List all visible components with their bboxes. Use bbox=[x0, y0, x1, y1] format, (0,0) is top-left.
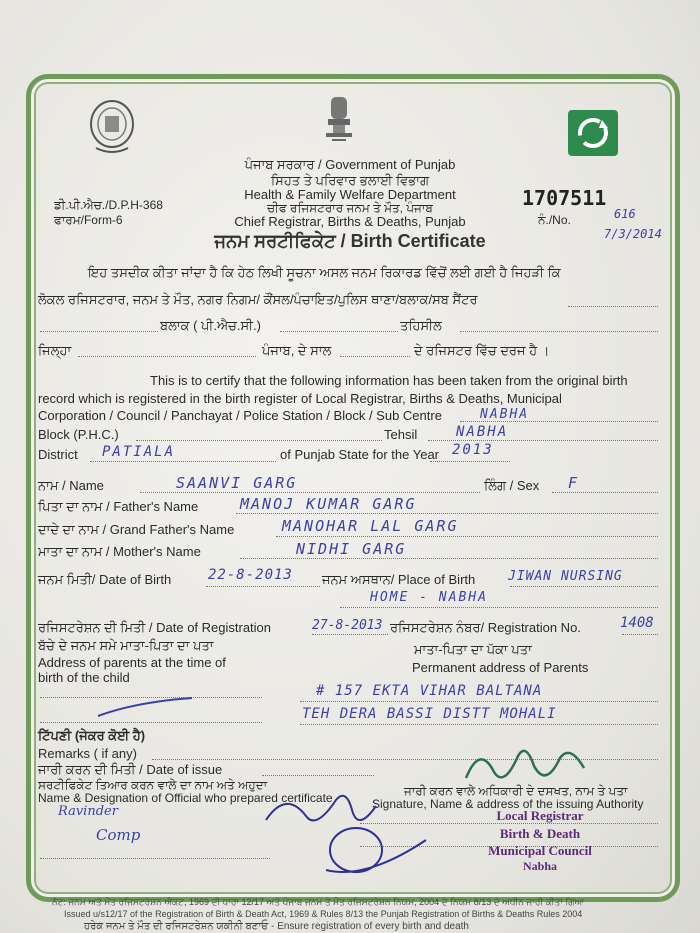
stamp-line3: Municipal Council bbox=[488, 843, 592, 858]
grandfather-name-value: MANOHAR LAL GARG bbox=[282, 517, 459, 535]
punjabi-register-label: ਦੇ ਰਜਿਸਟਰ ਵਿੱਚ ਦਰਜ ਹੈ । bbox=[414, 343, 550, 358]
number-label: ਨੰ./No. bbox=[538, 213, 571, 227]
dob-value: 22-8-2013 bbox=[208, 567, 293, 583]
remarks-punjabi: ਟਿੱਪਣੀ (ਜੇਕਰ ਕੋਈ ਹੈ) bbox=[38, 728, 146, 743]
official-signature-icon bbox=[256, 780, 436, 890]
pob-value-line2: HOME - NABHA bbox=[370, 590, 488, 605]
sub-centre-value: NABHA bbox=[480, 407, 530, 422]
father-name-value: MANOJ KUMAR GARG bbox=[240, 495, 417, 513]
block-label: Block (P.H.C.) bbox=[38, 427, 119, 442]
green-logo-icon bbox=[568, 110, 618, 156]
mother-name-value: NIDHI GARG bbox=[296, 540, 407, 558]
perm-address-value2: TEH DERA BASSI DISTT MOHALI bbox=[302, 706, 557, 722]
address-birth-english1: Address of parents at the time of bbox=[38, 655, 226, 670]
stamp-line1: Local Registrar bbox=[496, 808, 584, 823]
registration-no-value: 1408 bbox=[620, 615, 654, 631]
punjabi-intro-line2: ਲੋਕਲ ਰਜਿਸਟਰਾਰ, ਜਨਮ ਤੇ ਮੌਤ, ਨਗਰ ਨਿਗਮ/ ਕੌਂਸਲ/ਪੰਚਾਇਤ/ਪੁਲਿਸ ਥਾਣਾ/ਬਲਾਕ/ਸਬ ਸੈਂਟਰ bbox=[38, 292, 478, 307]
mother-label: ਮਾਤਾ ਦਾ ਨਾਮ / Mother's Name bbox=[38, 544, 201, 559]
registrar-signature-icon bbox=[460, 738, 590, 794]
date-registration-label: ਰਜਿਸਟਰੇਸ਼ਨ ਦੀ ਮਿਤੀ / Date of Registration bbox=[38, 620, 272, 635]
sex-label: ਲਿੰਗ / Sex bbox=[484, 478, 540, 493]
certificate-number: 1707511 bbox=[522, 186, 607, 210]
stamp-line2: Birth & Death bbox=[499, 826, 581, 841]
dob-label: ਜਨਮ ਮਿਤੀ/ Date of Birth bbox=[38, 572, 172, 587]
punjabi-tehsil-label: ਤਹਿਸੀਲ bbox=[400, 318, 442, 333]
district-value: PATIALA bbox=[102, 444, 176, 460]
footer-note-english: Issued u/s12/17 of the Registration of Birth & Death Act, 1969 & Rules 8/13 the Punjab Registration of Births & Deaths Rules 2004 bbox=[64, 909, 583, 919]
form-number: ਫਾਰਮ/Form-6 bbox=[54, 213, 123, 227]
pob-value-line1: JIWAN NURSING bbox=[508, 569, 623, 584]
child-name-value: SAANVI GARG bbox=[176, 474, 298, 492]
grandfather-label: ਦਾਦੇ ਦਾ ਨਾਮ / Grand Father's Name bbox=[38, 522, 235, 537]
punjabi-year-label: ਪੰਜਾਬ, ਦੇ ਸਾਲ bbox=[262, 343, 332, 358]
punjabi-block-label: ਬਲਾਕ ( ਪੀ.ਐਚ.ਸੀ.) bbox=[160, 318, 261, 333]
perm-address-punjabi: ਮਾਤਾ-ਪਿਤਾ ਦਾ ਪੱਕਾ ਪਤਾ bbox=[414, 642, 532, 657]
ashoka-emblem-icon bbox=[322, 93, 356, 145]
date-of-issue-label: ਜਾਰੀ ਕਰਨ ਦੀ ਮਿਤੀ / Date of issue bbox=[38, 762, 223, 777]
pen-stroke-mark bbox=[96, 696, 196, 720]
punjabi-district-label: ਜਿਲ੍ਹਾ bbox=[38, 343, 72, 358]
pob-label: ਜਨਮ ਅਸਥਾਨ/ Place of Birth bbox=[322, 572, 476, 587]
prepared-by-english: Name & Designation of Official who prepared certificate bbox=[38, 791, 333, 805]
preparer-note: Comp bbox=[96, 826, 141, 844]
tehsil-label: Tehsil bbox=[384, 427, 418, 442]
prepared-by-punjabi: ਸਰਟੀਫਿਕੇਟ ਤਿਆਰ ਕਰਨ ਵਾਲੇ ਦਾ ਨਾਮ ਅਤੇ ਅਹੁਦਾ bbox=[38, 778, 268, 792]
state-year-label: of Punjab State for the Year bbox=[280, 447, 440, 462]
handwritten-issue-date: 7/3/2014 bbox=[604, 227, 662, 241]
perm-address-value1: # 157 EKTA VIHAR BALTANA bbox=[316, 683, 543, 699]
english-intro-line2: record which is registered in the birth register of Local Registrar, Births & Deaths, Municipal bbox=[38, 391, 562, 406]
remarks-english: Remarks ( if any) bbox=[38, 746, 137, 761]
date-registration-value: 27-8-2013 bbox=[312, 618, 383, 633]
dept-english: Health & Family Welfare Department bbox=[244, 187, 456, 202]
registration-no-label: ਰਜਿਸਟਰੇਸ਼ਨ ਨੰਬਰ/ Registration No. bbox=[390, 620, 581, 635]
name-label: ਨਾਮ / Name bbox=[38, 478, 104, 493]
preparer-initials: Ravinder bbox=[58, 804, 118, 819]
footer-ensure: ਹਰੇਕ ਜਨਮ ਤੇ ਮੌਤ ਦੀ ਰਜਿਸਟਰੇਸ਼ਨ ਯਕੀਨੀ ਬਣਾਓ - Ensure registration of every birth and death bbox=[84, 921, 469, 932]
issuing-authority-english: Signature, Name & address of the issuing Authority bbox=[372, 797, 644, 811]
form-code: ਡੀ.ਪੀ.ਐਚ./D.P.H-368 bbox=[54, 198, 163, 212]
father-label: ਪਿਤਾ ਦਾ ਨਾਮ / Father's Name bbox=[38, 499, 199, 514]
footer-note-punjabi: ਨੋਟ: ਜਨਮ ਅਤੇ ਮੌਤ ਰਜਿਸਟਰੇਸ਼ਨ ਐਕਟ, 1969 ਦੀ ਧਾਰਾ 12/17 ਅਤੇ ਪੰਜਾਬ ਜਨਮ ਤੇ ਮੌਤ ਰਜਿਸਟਰੇਸ਼ਨ ਨਿਯਮ, 2004 ਦੇ ਨਿਯਮ 8/13 ਦੇ ਅਧੀਨ ਜਾਰੀ ਕੀਤਾ ਗਿਆ bbox=[52, 897, 585, 907]
english-intro-line1: This is to certify that the following information has been taken from the original birth bbox=[150, 373, 628, 388]
handwritten-serial: 616 bbox=[614, 207, 636, 221]
punjabi-intro-line1: ਇਹ ਤਸਦੀਕ ਕੀਤਾ ਜਾਂਦਾ ਹੈ ਕਿ ਹੇਠ ਲਿਖੀ ਸੂਚਨਾ ਅਸਲ ਜਨਮ ਰਿਕਾਰਡ ਵਿੱਚੋਂ ਲਈ ਗਈ ਹੈ ਜਿਹੜੀ ਕਿ bbox=[88, 265, 561, 280]
certificate-title: ਜਨਮ ਸਰਟੀਫਿਕੇਟ / Birth Certificate bbox=[214, 231, 486, 251]
registrar-english: Chief Registrar, Births & Deaths, Punjab bbox=[234, 214, 466, 229]
dept-punjabi: ਸਿਹਤ ਤੇ ਪਰਿਵਾਰ ਭਲਾਈ ਵਿਭਾਗ bbox=[270, 173, 430, 188]
address-birth-punjabi: ਬੱਚੇ ਦੇ ਜਨਮ ਸਮੇ ਮਾਤਾ-ਪਿਤਾ ਦਾ ਪਤਾ bbox=[38, 638, 214, 653]
issuing-authority-punjabi: ਜਾਰੀ ਕਰਨ ਵਾਲੇ ਅਧਿਕਾਰੀ ਦੇ ਦਸਖਤ, ਨਾਮ ਤੇ ਪਤਾ bbox=[404, 784, 628, 798]
sex-value: F bbox=[568, 474, 580, 492]
govt-line: ਪੰਜਾਬ ਸਰਕਾਰ / Government of Punjab bbox=[244, 157, 456, 172]
registrar-punjabi: ਚੀਫ ਰਜਿਸਟਰਾਰ ਜਨਮ ਤੇ ਮੌਤ, ਪੰਜਾਬ bbox=[267, 201, 433, 215]
year-value: 2013 bbox=[452, 442, 494, 458]
english-intro-line3: Corporation / Council / Panchayat / Police Station / Block / Sub Centre bbox=[38, 408, 442, 423]
punjab-seal-icon bbox=[88, 98, 136, 156]
stamp-line4: Nabha bbox=[522, 859, 557, 873]
tehsil-value: NABHA bbox=[456, 424, 509, 440]
district-label: District bbox=[38, 447, 78, 462]
perm-address-english: Permanent address of Parents bbox=[412, 660, 589, 675]
address-birth-english2: birth of the child bbox=[38, 670, 130, 685]
